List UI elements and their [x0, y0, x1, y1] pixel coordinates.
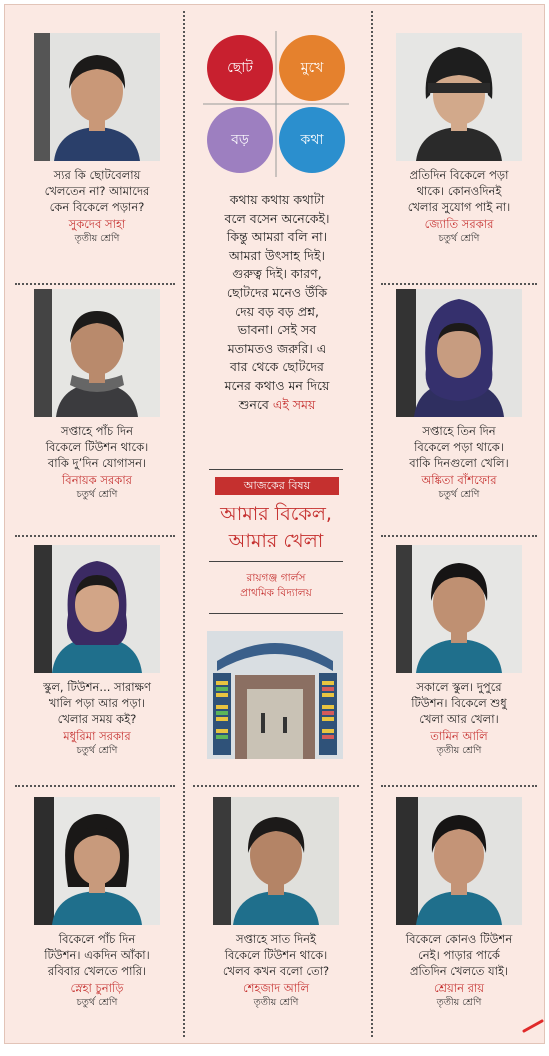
student-grade: চতুর্থ শ্রেণি	[76, 997, 118, 1008]
student-card: সকালে স্কুল। দুপুরে টিউশন। বিকেলে শুধু খেলা আর খেলা। তামিন আলি তৃতীয় শ্রেণি	[375, 545, 543, 757]
student-name: বিনায়ক সরকার	[62, 473, 132, 487]
school-name: রায়গঞ্জ গার্লস প্রাথমিক বিদ্যালয়	[240, 572, 312, 599]
page-corner-mark	[522, 1019, 544, 1033]
rule	[209, 561, 343, 562]
logo-circle: ছোট	[207, 35, 273, 101]
student-name: মধুরিমা সরকার	[63, 729, 131, 743]
student-photo	[34, 797, 160, 925]
topic-label: আজকের বিষয়	[215, 477, 339, 495]
school-gate-photo	[207, 631, 343, 759]
student-photo	[396, 289, 522, 417]
student-photo	[396, 33, 522, 161]
student-grade: তৃতীয় শ্রেণি	[74, 233, 120, 244]
student-card: সপ্তাহে তিন দিন বিকেলে পড়া থাকে। বাকি দিনগুলো খেলি। অঙ্কিতা বাঁশফোর চতুর্থ শ্রেণি	[375, 289, 543, 501]
student-card: বিকেলে কোনও টিউশন নেই। পাড়ার পার্কে প্রতিদিন খেলতে যাই। শ্রেয়ান রায় তৃতীয় শ্রেণি	[375, 797, 543, 1009]
student-name: সুকদেব সাহা	[68, 217, 126, 231]
column-divider-right	[371, 11, 373, 1037]
row-divider	[381, 283, 537, 285]
student-photo	[396, 797, 522, 925]
row-divider	[15, 283, 175, 285]
student-name: জ্যোতি সরকার	[424, 217, 494, 231]
row-divider	[15, 785, 175, 787]
student-photo	[34, 545, 160, 673]
student-grade: তৃতীয় শ্রেণি	[253, 997, 299, 1008]
masthead-logo	[203, 31, 349, 177]
logo-circle: কথা	[279, 107, 345, 173]
student-grade: চতুর্থ শ্রেণি	[76, 745, 118, 756]
student-name: স্নেহা চুনাড়ি	[70, 981, 124, 995]
row-divider	[15, 535, 175, 537]
student-grade: চতুর্থ শ্রেণি	[438, 233, 480, 244]
student-photo	[213, 797, 339, 925]
student-name: শ্রেয়ান রায়	[433, 981, 485, 995]
student-name: তামিন আলি	[430, 729, 488, 743]
logo-cross-lines	[203, 31, 349, 177]
student-card: সপ্তাহে সাত দিনই বিকেলে টিউশন থাকে। খেলব কখন বলো তো? শেহজাদ আলি তৃতীয় শ্রেণি	[192, 797, 360, 1009]
student-card: প্রতিদিন বিকেলে পড়া থাকে। কোনওদিনই খেলার সুযোগ পাই না। জ্যোতি সরকার চতুর্থ শ্রেণি	[375, 33, 543, 245]
intro-paragraph: কথায় কথায় কথাটা বলে বসেন অনেকেই। কিন্তু আমরা বলি না। আমরা উৎসাহ দিই। গুরুত্ব দিই। কারণ, ছোটদের মনেও উঁকি দেয় বড় বড় প্রশ্ন, ভাবনা। সেই সব মতামতও জরুরি। এ বার থেকে ছোটদের মনের কথাও মন দিয়ে শুনবে এই সময়	[224, 192, 330, 412]
student-card: স্যর কি ছোটবেলায় খেলতেন না? আমাদের কেন বিকেলে পড়ান? সুকদেব সাহা তৃতীয় শ্রেণি	[13, 33, 181, 245]
student-card: সপ্তাহে পাঁচ দিন বিকেলে টিউশন থাকে। বাকি দু’দিন যোগাসন। বিনায়ক সরকার চতুর্থ শ্রেণি	[13, 289, 181, 501]
column-divider-left	[183, 11, 185, 1037]
newspaper-page	[4, 4, 545, 1044]
student-grade: তৃতীয় শ্রেণি	[436, 997, 482, 1008]
student-card: বিকেলে পাঁচ দিন টিউশন। একদিন আঁকা। রবিবার খেলতে পারি। স্নেহা চুনাড়ি চতুর্থ শ্রেণি	[13, 797, 181, 1009]
row-divider	[381, 785, 537, 787]
topic-title: আমার বিকেল, আমার খেলা	[220, 503, 332, 552]
logo-circle: মুখে	[279, 35, 345, 101]
student-name: শেহজাদ আলি	[242, 981, 310, 995]
student-name: অঙ্কিতা বাঁশফোর	[421, 473, 497, 487]
student-grade: চতুর্থ শ্রেণি	[76, 489, 118, 500]
student-grade: তৃতীয় শ্রেণি	[436, 745, 482, 756]
student-photo	[34, 33, 160, 161]
rule	[209, 469, 343, 470]
logo-circle: বড়	[207, 107, 273, 173]
row-divider	[381, 535, 537, 537]
intro-highlight: এই সময়	[272, 396, 316, 412]
student-card: স্কুল, টিউশন... সারাক্ষণ খালি পড়া আর পড়া। খেলার সময় কই? মধুরিমা সরকার চতুর্থ শ্রেণি	[13, 545, 181, 757]
student-photo	[396, 545, 522, 673]
row-divider	[193, 785, 359, 787]
student-photo	[34, 289, 160, 417]
student-grade: চতুর্থ শ্রেণি	[438, 489, 480, 500]
rule	[209, 613, 343, 614]
